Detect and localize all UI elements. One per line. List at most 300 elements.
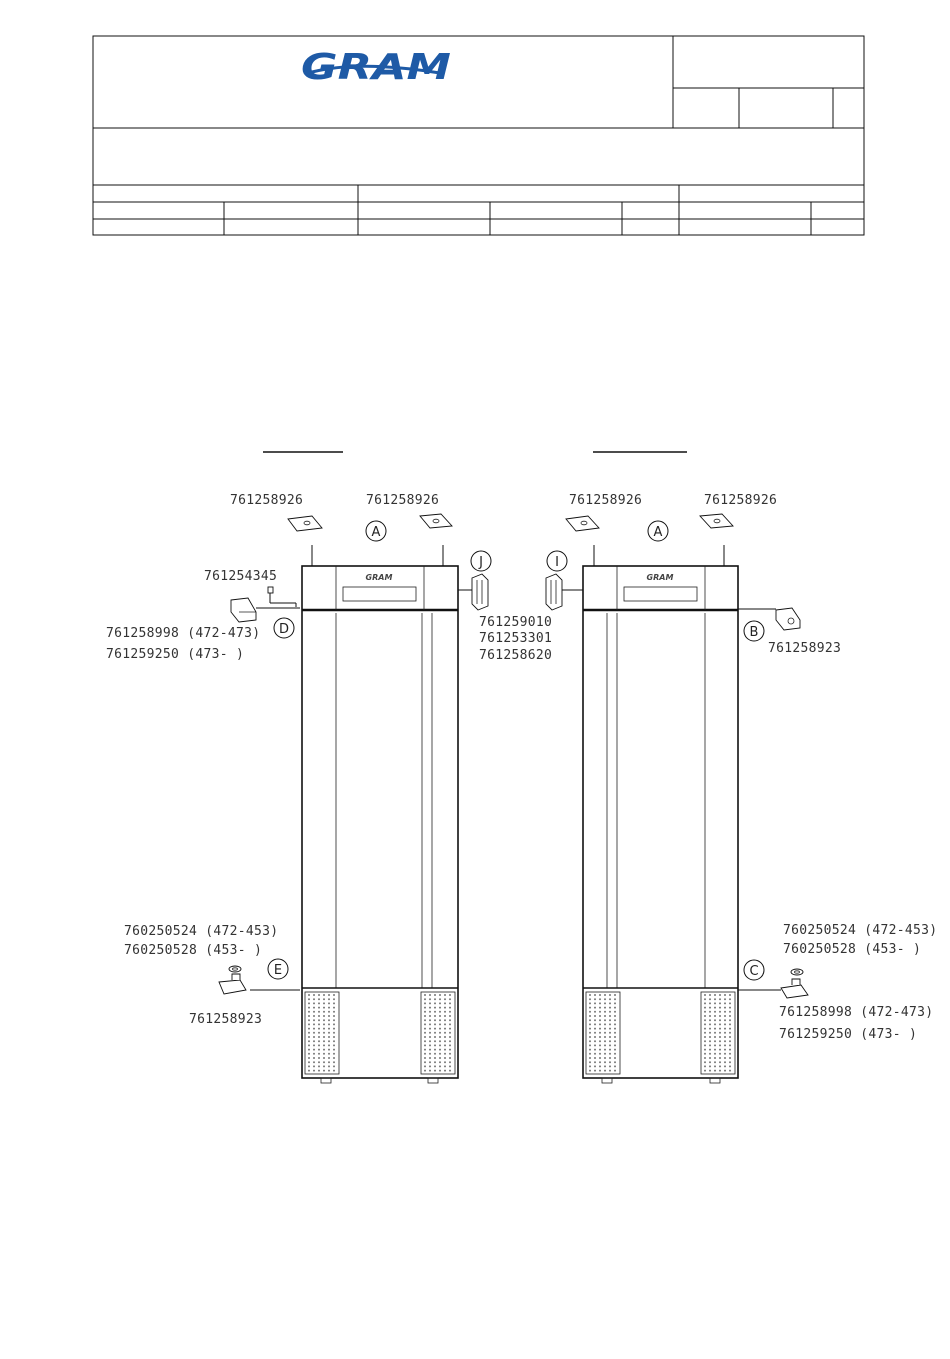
vent-hole [449,1002,451,1004]
vent-hole [724,1061,726,1063]
vent-hole [333,1002,335,1004]
vent-hole [318,1011,320,1013]
vent-hole [434,1028,436,1030]
vent-hole [333,1070,335,1072]
vent-hole [599,1040,601,1042]
vent-hole [709,994,711,996]
vent-hole [709,1070,711,1072]
cabinet-left [302,566,458,1083]
vent-hole [604,1019,606,1021]
vent-hole [594,1044,596,1046]
vent-hole [318,1019,320,1021]
vent-grid-left-2 [424,994,451,1072]
vent-hole [444,1053,446,1055]
pin-part [268,587,273,593]
vent-hole [714,1061,716,1063]
part-label: 761259250 (473- ) [106,647,245,662]
vent-hole [709,1028,711,1030]
vent-hole [589,1053,591,1055]
vent-hole [429,1019,431,1021]
vent-hole [313,1053,315,1055]
vent-hole [704,1049,706,1051]
vent-hole [444,1002,446,1004]
vent-hole [719,1028,721,1030]
vent-hole [594,1002,596,1004]
vent-hole [439,1040,441,1042]
vent-hole [594,1011,596,1013]
vent-hole [328,1057,330,1059]
vent-hole [724,1019,726,1021]
vent-hole [599,998,601,1000]
vent-hole [614,994,616,996]
vent-hole [444,1049,446,1051]
vent-hole [429,1053,431,1055]
top-plate-part [566,516,599,531]
vent-hole [604,1036,606,1038]
callout-letter: A [653,525,663,540]
vent-hole [599,1011,601,1013]
vent-hole [434,1040,436,1042]
vent-hole [609,1023,611,1025]
vent-hole [439,1053,441,1055]
vent-hole [719,1053,721,1055]
vent-hole [729,1028,731,1030]
vent-hole [594,1023,596,1025]
vent-hole [594,1007,596,1009]
vent-hole [704,1023,706,1025]
vent-hole [589,1011,591,1013]
callout-letter: E [273,963,283,978]
vent-hole [714,1057,716,1059]
callout-letter: C [749,964,759,979]
vent-hole [429,1070,431,1072]
vent-hole [313,1015,315,1017]
side-bracket-part [546,574,562,610]
title-block [93,36,864,235]
part-label: 760250528 (453- ) [124,943,263,958]
vent-hole [449,1015,451,1017]
vent-hole [429,1061,431,1063]
vent-hole [704,1007,706,1009]
vent-hole [323,1049,325,1051]
vent-hole [604,1040,606,1042]
vent-hole [444,1040,446,1042]
vent-hole [429,994,431,996]
vent-hole [318,1002,320,1004]
vent-hole [444,1036,446,1038]
vent-hole [589,1057,591,1059]
vent-hole [599,1061,601,1063]
vent-hole [308,1015,310,1017]
vent-hole [424,1070,426,1072]
vent-hole [449,1011,451,1013]
vent-hole [604,1032,606,1034]
vent-hole [434,1065,436,1067]
vent-hole [328,1049,330,1051]
vent-hole [434,1036,436,1038]
vent-hole [424,1019,426,1021]
vent-hole [614,1032,616,1034]
vent-hole [333,1053,335,1055]
vent-hole [604,1057,606,1059]
vent-hole [444,1007,446,1009]
vent-hole [719,1036,721,1038]
vent-hole [604,1015,606,1017]
vent-hole [333,1036,335,1038]
vent-hole [589,1049,591,1051]
vent-hole [709,1019,711,1021]
vent-hole [313,1002,315,1004]
vent-hole [424,1049,426,1051]
vent-hole [594,1049,596,1051]
vent-hole [434,1057,436,1059]
vent-hole [604,1028,606,1030]
vent-hole [604,1007,606,1009]
vent-hole [429,1044,431,1046]
vent-hole [313,1070,315,1072]
part-label: 761258998 (472-473) [779,1005,934,1020]
vent-hole [333,998,335,1000]
vent-hole [724,1057,726,1059]
vent-hole [323,1065,325,1067]
vent-hole [328,1065,330,1067]
vent-hole [308,1053,310,1055]
vent-hole [424,998,426,1000]
hinge-part [781,985,808,998]
vent-hole [589,1070,591,1072]
vent-hole [729,1002,731,1004]
vent-hole [434,1023,436,1025]
vent-hole [424,1032,426,1034]
vent-hole [424,1057,426,1059]
vent-hole [594,1065,596,1067]
vent-hole [704,1053,706,1055]
vent-hole [318,1036,320,1038]
vent-hole [308,1049,310,1051]
vent-hole [328,1015,330,1017]
vent-hole [328,998,330,1000]
vent-hole [449,1019,451,1021]
vent-hole [323,1032,325,1034]
vent-hole [594,1061,596,1063]
vent-hole [308,1032,310,1034]
vent-hole [614,1011,616,1013]
part-label: 761258926 [366,493,440,508]
vent-hole [709,1011,711,1013]
vent-hole [614,1028,616,1030]
vent-hole [599,1032,601,1034]
vent-hole [439,1028,441,1030]
vent-hole [328,1019,330,1021]
vent-hole [333,1015,335,1017]
vent-hole [729,1040,731,1042]
vent-hole [429,1015,431,1017]
vent-hole [308,1040,310,1042]
vent-hole [709,1040,711,1042]
vent-hole [599,1019,601,1021]
vent-hole [604,1061,606,1063]
vent-hole [449,998,451,1000]
vent-hole [589,1002,591,1004]
vent-hole [429,1032,431,1034]
vent-hole [308,1011,310,1013]
vent-hole [439,1015,441,1017]
hinge-part [776,608,800,630]
vent-hole [434,1049,436,1051]
vent-hole [594,1070,596,1072]
vent-hole [439,1057,441,1059]
vent-grid-left-1 [308,994,335,1072]
vent-hole [424,1044,426,1046]
vent-hole [594,1019,596,1021]
vent-hole [714,1011,716,1013]
vent-hole [439,1049,441,1051]
vent-hole [589,1019,591,1021]
vent-hole [724,1070,726,1072]
vent-hole [609,1032,611,1034]
vent-hole [719,1044,721,1046]
vent-hole [704,994,706,996]
vent-hole [333,1040,335,1042]
vent-hole [434,1007,436,1009]
vent-hole [709,1065,711,1067]
vent-hole [308,998,310,1000]
vent-hole [729,1019,731,1021]
vent-hole [719,994,721,996]
vent-hole [724,1002,726,1004]
vent-hole [313,1007,315,1009]
foot-part [791,969,803,975]
vent-hole [439,1032,441,1034]
vent-hole [444,1061,446,1063]
vent-hole [709,1032,711,1034]
part-label: 760250524 (472-453) [124,924,279,939]
vent-hole [714,1070,716,1072]
vent-hole [704,1040,706,1042]
vent-hole [719,1019,721,1021]
vent-hole [318,1044,320,1046]
vent-hole [604,998,606,1000]
vent-hole [609,1002,611,1004]
vent-hole [444,1044,446,1046]
vent-hole [328,994,330,996]
vent-hole [599,1049,601,1051]
vent-hole [609,1015,611,1017]
vent-hole [714,998,716,1000]
vent-hole [589,1036,591,1038]
vent-hole [323,1019,325,1021]
vent-hole [318,1015,320,1017]
vent-hole [444,1011,446,1013]
vent-hole [313,998,315,1000]
vent-hole [709,1007,711,1009]
vent-hole [724,1040,726,1042]
vent-hole [614,1036,616,1038]
vent-hole [429,1040,431,1042]
vent-hole [714,1044,716,1046]
gram-logo [301,47,451,88]
vent-hole [614,1007,616,1009]
vent-hole [719,1061,721,1063]
vent-hole [449,1049,451,1051]
vent-hole [444,1057,446,1059]
vent-hole [434,1070,436,1072]
vent-hole [318,1007,320,1009]
vent-hole [323,1015,325,1017]
vent-hole [328,1028,330,1030]
vent-hole [604,1044,606,1046]
vent-hole [729,1065,731,1067]
vent-hole [589,1015,591,1017]
vent-hole [439,1061,441,1063]
vent-hole [604,1070,606,1072]
vent-hole [729,1036,731,1038]
vent-hole [714,1015,716,1017]
vent-hole [714,1002,716,1004]
vent-hole [714,1049,716,1051]
vent-hole [328,1011,330,1013]
top-plate-part [288,516,322,531]
vent-hole [614,1019,616,1021]
vent-hole [424,1053,426,1055]
vent-hole [444,1065,446,1067]
vent-hole [724,1053,726,1055]
vent-hole [318,1061,320,1063]
vent-hole [729,1032,731,1034]
vent-hole [724,998,726,1000]
vent-hole [614,1015,616,1017]
part-label: 761259250 (473- ) [779,1027,918,1042]
vent-hole [709,1049,711,1051]
vent-hole [313,1011,315,1013]
vent-hole [609,1007,611,1009]
vent-hole [609,1044,611,1046]
vent-hole [333,1028,335,1030]
side-bracket-part [472,574,488,610]
vent-hole [724,1065,726,1067]
vent-hole [308,1036,310,1038]
part-label: 761254345 [204,569,278,584]
vent-hole [594,1032,596,1034]
vent-hole [434,998,436,1000]
vent-hole [313,994,315,996]
vent-hole [704,1019,706,1021]
vent-hole [609,1040,611,1042]
vent-hole [724,1015,726,1017]
vent-hole [729,994,731,996]
vent-hole [434,1011,436,1013]
vent-hole [439,1011,441,1013]
vent-hole [704,1036,706,1038]
vent-hole [709,1053,711,1055]
vent-hole [424,994,426,996]
part-label: 761259010 [479,615,553,630]
vent-hole [318,1032,320,1034]
vent-hole [323,1007,325,1009]
vent-hole [609,1053,611,1055]
right-annotations [546,493,937,1042]
vent-hole [444,994,446,996]
vent-hole [614,1023,616,1025]
vent-hole [424,1002,426,1004]
vent-hole [614,1044,616,1046]
vent-hole [308,1065,310,1067]
foot-part [229,966,241,972]
vent-hole [333,1011,335,1013]
vent-hole [318,1023,320,1025]
vent-hole [599,1065,601,1067]
vent-hole [719,1007,721,1009]
vent-hole [333,1061,335,1063]
vent-hole [719,1065,721,1067]
part-label: 760250524 (472-453) [783,923,938,938]
vent-hole [594,1036,596,1038]
vent-hole [313,1057,315,1059]
vent-hole [308,1044,310,1046]
vent-hole [604,1023,606,1025]
vent-hole [729,1070,731,1072]
vent-hole [328,1070,330,1072]
hinge-part [231,598,256,622]
vent-hole [609,1028,611,1030]
vent-hole [729,1057,731,1059]
vent-hole [333,1019,335,1021]
vent-hole [449,1070,451,1072]
vent-hole [594,994,596,996]
vent-hole [328,1040,330,1042]
vent-hole [724,994,726,996]
vent-hole [449,994,451,996]
vent-hole [323,998,325,1000]
part-label: 761258926 [569,493,643,508]
hinge-part [219,980,246,994]
vent-hole [724,1036,726,1038]
vent-hole [444,1019,446,1021]
vent-hole [318,1040,320,1042]
vent-hole [719,1040,721,1042]
vent-hole [434,1053,436,1055]
vent-hole [323,1036,325,1038]
vent-hole [429,1057,431,1059]
vent-hole [719,1049,721,1051]
vent-hole [719,1011,721,1013]
vent-hole [704,1070,706,1072]
vent-hole [604,1002,606,1004]
vent-hole [714,1040,716,1042]
vent-hole [589,1040,591,1042]
vent-hole [424,1015,426,1017]
vent-hole [724,1007,726,1009]
logo-text: GRAM [301,47,452,88]
vent-hole [323,1061,325,1063]
vent-hole [328,1023,330,1025]
vent-hole [719,1032,721,1034]
part-label: 761253301 [479,631,553,646]
vent-hole [729,998,731,1000]
vent-hole [439,998,441,1000]
vent-hole [604,1053,606,1055]
vent-hole [604,1065,606,1067]
vent-hole [609,998,611,1000]
vent-hole [313,1023,315,1025]
vent-hole [439,1019,441,1021]
vent-hole [599,1044,601,1046]
callout-letter: D [278,622,290,637]
vent-hole [318,1053,320,1055]
vent-hole [323,1070,325,1072]
vent-hole [609,1036,611,1038]
vent-hole [308,1019,310,1021]
